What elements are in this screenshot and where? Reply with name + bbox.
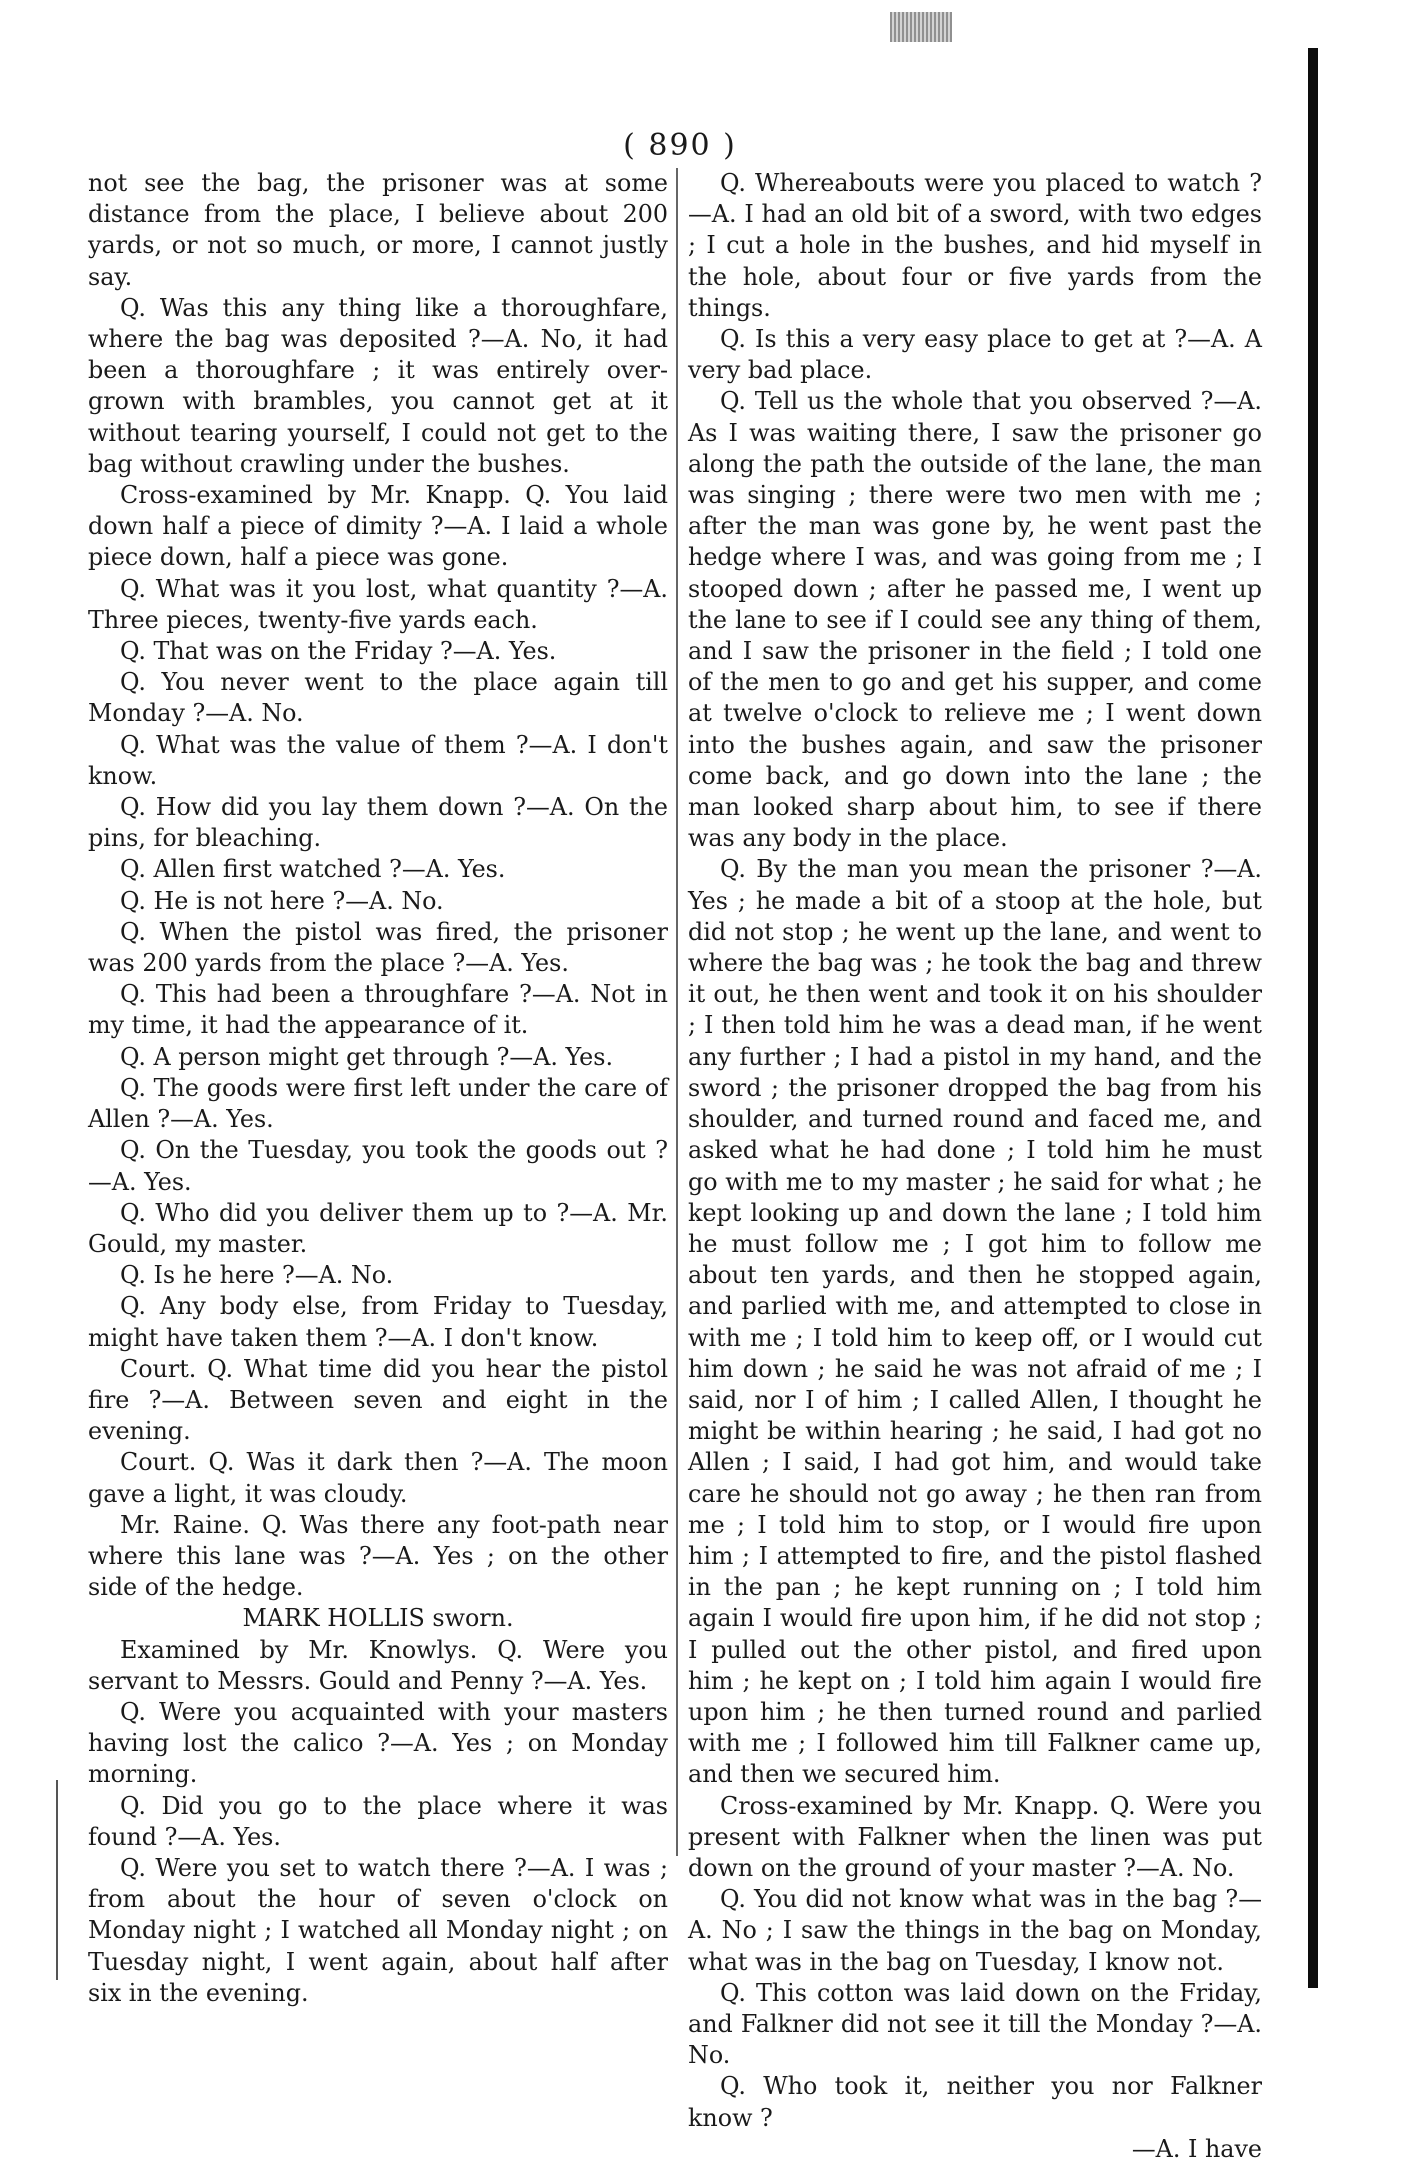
paragraph: Q. How did you lay them down ?—A. On the pins, for bleaching. (88, 793, 668, 853)
paragraph: Q. That was on the Friday ?—A. Yes. (120, 637, 557, 666)
paragraph: Q. Allen first watched ?—A. Yes. (120, 855, 506, 884)
paragraph: Examined by Mr. Knowlys. Q. Were you servant to Messrs. Gould and Penny ?—A. Yes. (88, 1635, 668, 1695)
paragraph: MARK HOLLIS sworn. (242, 1604, 514, 1633)
paragraph: Cross-examined by Mr. Knapp. Q. You laid down half a piece of dimity ?—A. I laid a whole piece down, half a piece was gone. (88, 481, 668, 572)
paragraph: Q. When the pistol was fired, the prisoner was 200 yards from the place ?—A. Yes. (88, 917, 668, 978)
page-edge-shadow (1308, 48, 1318, 1988)
paragraph: Q. Were you set to watch there ?—A. I was ; from about the hour of seven o'clock on Monday night ; I watched all Monday night ; on Tuesday night, I went again, about half after six in the evening. (88, 1853, 668, 2007)
paragraph: Q. Whereabouts were you placed to watch ?—A. I had an old bit of a sword, with two edges ; I cut a hole in the bushes, and hid myself in the hole, about four or five yards from the things. (688, 169, 1262, 322)
paragraph: Q. This cotton was laid down on the Friday, and Falkner did not see it till the Monday ?—A. No. (688, 1978, 1262, 2070)
paragraph: Q. Were you acquainted with your masters having lost the calico ?—A. Yes ; on Monday morning. (88, 1697, 668, 1789)
paragraph: Q. This had been a throughfare ?—A. Not in my time, it had the appearance of it. (88, 980, 668, 1040)
paragraph: Q. A person might get through ?—A. Yes. (120, 1042, 614, 1071)
paragraph: Q. On the Tuesday, you took the goods out ?—A. Yes. (88, 1136, 668, 1196)
paragraph: Mr. Raine. Q. Was there any foot-path near where this lane was ?—A. Yes ; on the other side of the hedge. (88, 1510, 668, 1602)
paragraph: Q. Is this a very easy place to get at ?—A. A very bad place. (688, 325, 1262, 385)
binding-mark (56, 1780, 58, 1980)
paragraph: not see the bag, the prisoner was at some distance from the place, I believe about 200 yards, or not so much, or more, I cannot justly say. (88, 169, 668, 291)
paragraph: Q. Who took it, neither you nor Falkner know ? (688, 2072, 1262, 2132)
paragraph: Cross-examined by Mr. Knapp. Q. Were you present with Falkner when the linen was put down on the ground of your master ?—A. No. (688, 1791, 1262, 1882)
paragraph: Q. You never went to the place again till Monday ?—A. No. (88, 668, 668, 728)
page-number: ( 890 ) (623, 128, 737, 163)
paragraph: —A. I have (1131, 2134, 1262, 2163)
paragraph: Q. Was this any thing like a thoroughfare, where the bag was deposited ?—A. No, it had been a thoroughfare ; it was entirely over-grown with brambles, you cannot get at it without tearing yourself, I could not get to the bag without crawling under the bushes. (88, 293, 668, 478)
paragraph: Q. The goods were first left under the care of Allen ?—A. Yes. (88, 1073, 668, 1134)
paragraph: Q. What was it you lost, what quantity ?—A. Three pieces, twenty-five yards each. (88, 574, 668, 634)
right-column (688, 168, 1262, 2165)
paragraph: Q. Tell us the whole that you observed ?—A. As I was waiting there, I saw the prisoner go along the path the outside of the lane, the man was singing ; there were two men with me ; after the man was gone by, he went past the hedge where I was, and was going from me ; I stooped down ; after he passed me, I went up the lane to see if I could see any thing of them, and I saw the prisoner in the field ; I told one of the men to go and get his supper, and come at twelve o'clock to relieve me ; I went down into the bushes again, and saw the prisoner come back, and go down into the lane ; the man looked sharp about him, to see if there was any body in the place. (688, 387, 1262, 853)
paragraph: Q. You did not know what was in the bag ?—A. No ; I saw the things in the bag on Monday, what was in the bag on Tuesday, I know not. (688, 1885, 1262, 1976)
paragraph: Q. What was the value of them ?—A. I don't know. (88, 730, 668, 790)
paragraph: Q. He is not here ?—A. No. (120, 886, 444, 915)
paragraph: Q. Any body else, from Friday to Tuesday, might have taken them ?—A. I don't know. (88, 1292, 668, 1352)
header-ornament (890, 12, 952, 42)
paragraph: Q. Did you go to the place where it was found ?—A. Yes. (88, 1791, 668, 1851)
left-column (88, 168, 668, 2009)
paragraph: Court. Q. What time did you hear the pistol fire ?—A. Between seven and eight in the evening. (88, 1354, 668, 1446)
paragraph: Q. Who did you deliver them up to ?—A. Mr. Gould, my master. (88, 1198, 668, 1258)
paragraph: Q. Is he here ?—A. No. (120, 1261, 394, 1290)
paragraph: Court. Q. Was it dark then ?—A. The moon gave a light, it was cloudy. (88, 1448, 668, 1508)
column-divider (676, 168, 678, 1856)
paragraph: Q. By the man you mean the prisoner ?—A. Yes ; he made a bit of a stoop at the hole, but did not stop ; he went up the lane, and went to where the bag was ; he took the bag and threw it out, he then went and took it on his shoulder ; I then told him he was a dead man, if he went any further ; I had a pistol in my hand, and the sword ; the prisoner dropped the bag from his shoulder, and turned round and faced me, and asked what he had done ; I told him he must go with me to my master ; he said for what ; he kept looking up and down the lane ; I told him he must follow me ; I got him to follow me about ten yards, and then he stopped again, and parlied with me, and attempted to close in with me ; I told him to keep off, or I would cut him down ; he said he was not afraid of me ; I said, nor I of him ; I called Allen, I thought he might be within hearing ; he said, I had got no Allen ; I said, I had got him, and would take care he should not go away ; he then ran from me ; I told him to stop, or I would fire upon him ; I attempted to fire, and the pistol flashed in the pan ; he kept running on ; I told him again I would fire upon him, if he did not stop ; I pulled out the other pistol, and fired upon him ; he kept on ; I told him again I would fire upon him ; he then turned round and parlied with me ; I followed him till Falkner came up, and then we secured him. (688, 855, 1262, 1789)
